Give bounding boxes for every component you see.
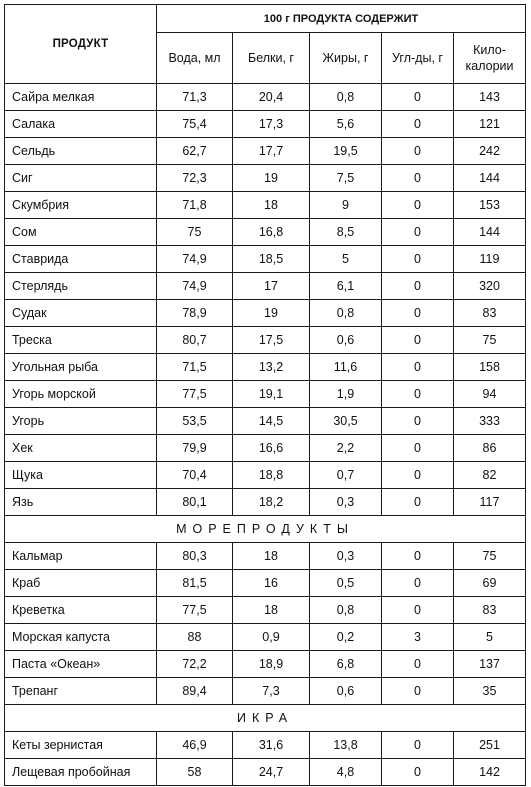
fat-value: 6,8	[310, 651, 382, 678]
kcal-value: 83	[454, 597, 526, 624]
product-name: Хек	[5, 435, 157, 462]
table-row	[5, 300, 526, 327]
protein-value: 0,9	[233, 624, 310, 651]
water-value: 81,5	[157, 570, 233, 597]
water-value: 78,9	[157, 300, 233, 327]
water-value: 77,5	[157, 597, 233, 624]
fat-value: 0,8	[310, 597, 382, 624]
table-row	[5, 408, 526, 435]
protein-value: 14,5	[233, 408, 310, 435]
fat-value: 0,5	[310, 570, 382, 597]
column-header-fat: Жиры, г	[310, 33, 382, 84]
water-value: 75,4	[157, 111, 233, 138]
carbs-value: 0	[382, 381, 454, 408]
product-name: Креветка	[5, 597, 157, 624]
protein-value: 18,2	[233, 489, 310, 516]
water-value: 72,3	[157, 165, 233, 192]
water-value: 75	[157, 219, 233, 246]
kcal-value: 121	[454, 111, 526, 138]
carbs-value: 0	[382, 192, 454, 219]
protein-value: 18	[233, 597, 310, 624]
table-row	[5, 111, 526, 138]
protein-value: 16,6	[233, 435, 310, 462]
product-name: Стерлядь	[5, 273, 157, 300]
carbs-value: 0	[382, 111, 454, 138]
protein-value: 18,8	[233, 462, 310, 489]
fat-value: 0,3	[310, 543, 382, 570]
fat-value: 13,8	[310, 732, 382, 759]
product-name: Угольная рыба	[5, 354, 157, 381]
carbs-value: 0	[382, 84, 454, 111]
fat-value: 9	[310, 192, 382, 219]
kcal-value: 94	[454, 381, 526, 408]
table-row	[5, 435, 526, 462]
protein-value: 17	[233, 273, 310, 300]
water-value: 74,9	[157, 273, 233, 300]
table-row	[5, 543, 526, 570]
product-name: Сайра мелкая	[5, 84, 157, 111]
table-row	[5, 759, 526, 786]
group-header: 100 г ПРОДУКТА СОДЕРЖИТ	[157, 5, 526, 33]
carbs-value: 0	[382, 246, 454, 273]
water-value: 80,7	[157, 327, 233, 354]
product-name: Судак	[5, 300, 157, 327]
carbs-value: 0	[382, 354, 454, 381]
fat-value: 2,2	[310, 435, 382, 462]
protein-value: 18	[233, 192, 310, 219]
water-value: 74,9	[157, 246, 233, 273]
product-name: Ставрида	[5, 246, 157, 273]
water-value: 71,3	[157, 84, 233, 111]
fat-value: 8,5	[310, 219, 382, 246]
protein-value: 19,1	[233, 381, 310, 408]
fat-value: 1,9	[310, 381, 382, 408]
protein-value: 19	[233, 300, 310, 327]
fat-value: 0,2	[310, 624, 382, 651]
product-name: Язь	[5, 489, 157, 516]
carbs-value: 0	[382, 435, 454, 462]
section-title-seafood-row	[5, 516, 526, 543]
column-header-kcal: Кило-калории	[454, 33, 526, 84]
table-row	[5, 246, 526, 273]
water-value: 71,5	[157, 354, 233, 381]
table-row	[5, 624, 526, 651]
carbs-value: 0	[382, 732, 454, 759]
water-value: 72,2	[157, 651, 233, 678]
kcal-value: 75	[454, 327, 526, 354]
column-header-carbs: Угл-ды, г	[382, 33, 454, 84]
kcal-value: 5	[454, 624, 526, 651]
product-name: Лещевая пробойная	[5, 759, 157, 786]
protein-value: 13,2	[233, 354, 310, 381]
water-value: 79,9	[157, 435, 233, 462]
carbs-value: 0	[382, 489, 454, 516]
product-name: Краб	[5, 570, 157, 597]
table-row	[5, 678, 526, 705]
protein-value: 7,3	[233, 678, 310, 705]
table-row	[5, 489, 526, 516]
product-name: Угорь морской	[5, 381, 157, 408]
kcal-value: 69	[454, 570, 526, 597]
table-row	[5, 651, 526, 678]
table-body	[5, 84, 526, 786]
product-name: Угорь	[5, 408, 157, 435]
kcal-value: 117	[454, 489, 526, 516]
protein-value: 19	[233, 165, 310, 192]
water-value: 58	[157, 759, 233, 786]
kcal-value: 143	[454, 84, 526, 111]
carbs-value: 0	[382, 597, 454, 624]
kcal-value: 86	[454, 435, 526, 462]
kcal-value: 333	[454, 408, 526, 435]
table-row	[5, 84, 526, 111]
kcal-value: 144	[454, 219, 526, 246]
water-value: 53,5	[157, 408, 233, 435]
table-row	[5, 219, 526, 246]
table-row	[5, 354, 526, 381]
protein-value: 24,7	[233, 759, 310, 786]
carbs-value: 0	[382, 651, 454, 678]
product-name: Морская капуста	[5, 624, 157, 651]
kcal-value: 142	[454, 759, 526, 786]
kcal-value: 82	[454, 462, 526, 489]
table-row	[5, 165, 526, 192]
carbs-value: 0	[382, 165, 454, 192]
water-value: 46,9	[157, 732, 233, 759]
table-row	[5, 570, 526, 597]
nutrition-table	[4, 4, 526, 786]
carbs-value: 0	[382, 678, 454, 705]
fat-value: 7,5	[310, 165, 382, 192]
section-title-caviar-row	[5, 705, 526, 732]
fat-value: 0,6	[310, 678, 382, 705]
carbs-value: 0	[382, 408, 454, 435]
carbs-value: 0	[382, 759, 454, 786]
product-name: Паста «Океан»	[5, 651, 157, 678]
product-name: Сельдь	[5, 138, 157, 165]
kcal-value: 137	[454, 651, 526, 678]
carbs-value: 0	[382, 300, 454, 327]
column-header-protein: Белки, г	[233, 33, 310, 84]
kcal-value: 158	[454, 354, 526, 381]
carbs-value: 3	[382, 624, 454, 651]
fat-value: 6,1	[310, 273, 382, 300]
carbs-value: 0	[382, 273, 454, 300]
table-row	[5, 192, 526, 219]
water-value: 80,1	[157, 489, 233, 516]
fat-value: 0,7	[310, 462, 382, 489]
fat-value: 0,8	[310, 84, 382, 111]
protein-value: 17,5	[233, 327, 310, 354]
fat-value: 19,5	[310, 138, 382, 165]
fat-value: 5	[310, 246, 382, 273]
fat-value: 30,5	[310, 408, 382, 435]
fat-value: 0,6	[310, 327, 382, 354]
kcal-value: 83	[454, 300, 526, 327]
protein-value: 18,9	[233, 651, 310, 678]
column-header-water: Вода, мл	[157, 33, 233, 84]
kcal-value: 35	[454, 678, 526, 705]
table-row	[5, 273, 526, 300]
protein-value: 18,5	[233, 246, 310, 273]
water-value: 89,4	[157, 678, 233, 705]
product-name: Трепанг	[5, 678, 157, 705]
kcal-value: 242	[454, 138, 526, 165]
water-value: 70,4	[157, 462, 233, 489]
carbs-value: 0	[382, 219, 454, 246]
fat-value: 4,8	[310, 759, 382, 786]
protein-value: 16,8	[233, 219, 310, 246]
kcal-value: 251	[454, 732, 526, 759]
product-name: Треска	[5, 327, 157, 354]
table-row	[5, 138, 526, 165]
product-name: Сом	[5, 219, 157, 246]
table-row	[5, 381, 526, 408]
carbs-value: 0	[382, 138, 454, 165]
protein-value: 16	[233, 570, 310, 597]
carbs-value: 0	[382, 570, 454, 597]
protein-value: 17,7	[233, 138, 310, 165]
product-name: Кеты зернистая	[5, 732, 157, 759]
product-header: ПРОДУКТ	[5, 5, 157, 84]
product-name: Салака	[5, 111, 157, 138]
protein-value: 18	[233, 543, 310, 570]
fat-value: 0,8	[310, 300, 382, 327]
table-row	[5, 732, 526, 759]
fat-value: 5,6	[310, 111, 382, 138]
carbs-value: 0	[382, 327, 454, 354]
water-value: 62,7	[157, 138, 233, 165]
table-row	[5, 462, 526, 489]
water-value: 88	[157, 624, 233, 651]
section-title-seafood: МОРЕПРОДУКТЫ	[5, 516, 526, 543]
kcal-value: 75	[454, 543, 526, 570]
protein-value: 17,3	[233, 111, 310, 138]
page	[4, 4, 526, 786]
protein-value: 31,6	[233, 732, 310, 759]
carbs-value: 0	[382, 543, 454, 570]
kcal-value: 144	[454, 165, 526, 192]
table-row	[5, 327, 526, 354]
table-row	[5, 597, 526, 624]
water-value: 71,8	[157, 192, 233, 219]
product-name: Сиг	[5, 165, 157, 192]
fat-value: 11,6	[310, 354, 382, 381]
product-name: Скумбрия	[5, 192, 157, 219]
protein-value: 20,4	[233, 84, 310, 111]
kcal-value: 153	[454, 192, 526, 219]
water-value: 80,3	[157, 543, 233, 570]
section-title-caviar: ИКРА	[5, 705, 526, 732]
kcal-value: 119	[454, 246, 526, 273]
product-name: Щука	[5, 462, 157, 489]
water-value: 77,5	[157, 381, 233, 408]
product-name: Кальмар	[5, 543, 157, 570]
fat-value: 0,3	[310, 489, 382, 516]
carbs-value: 0	[382, 462, 454, 489]
kcal-value: 320	[454, 273, 526, 300]
